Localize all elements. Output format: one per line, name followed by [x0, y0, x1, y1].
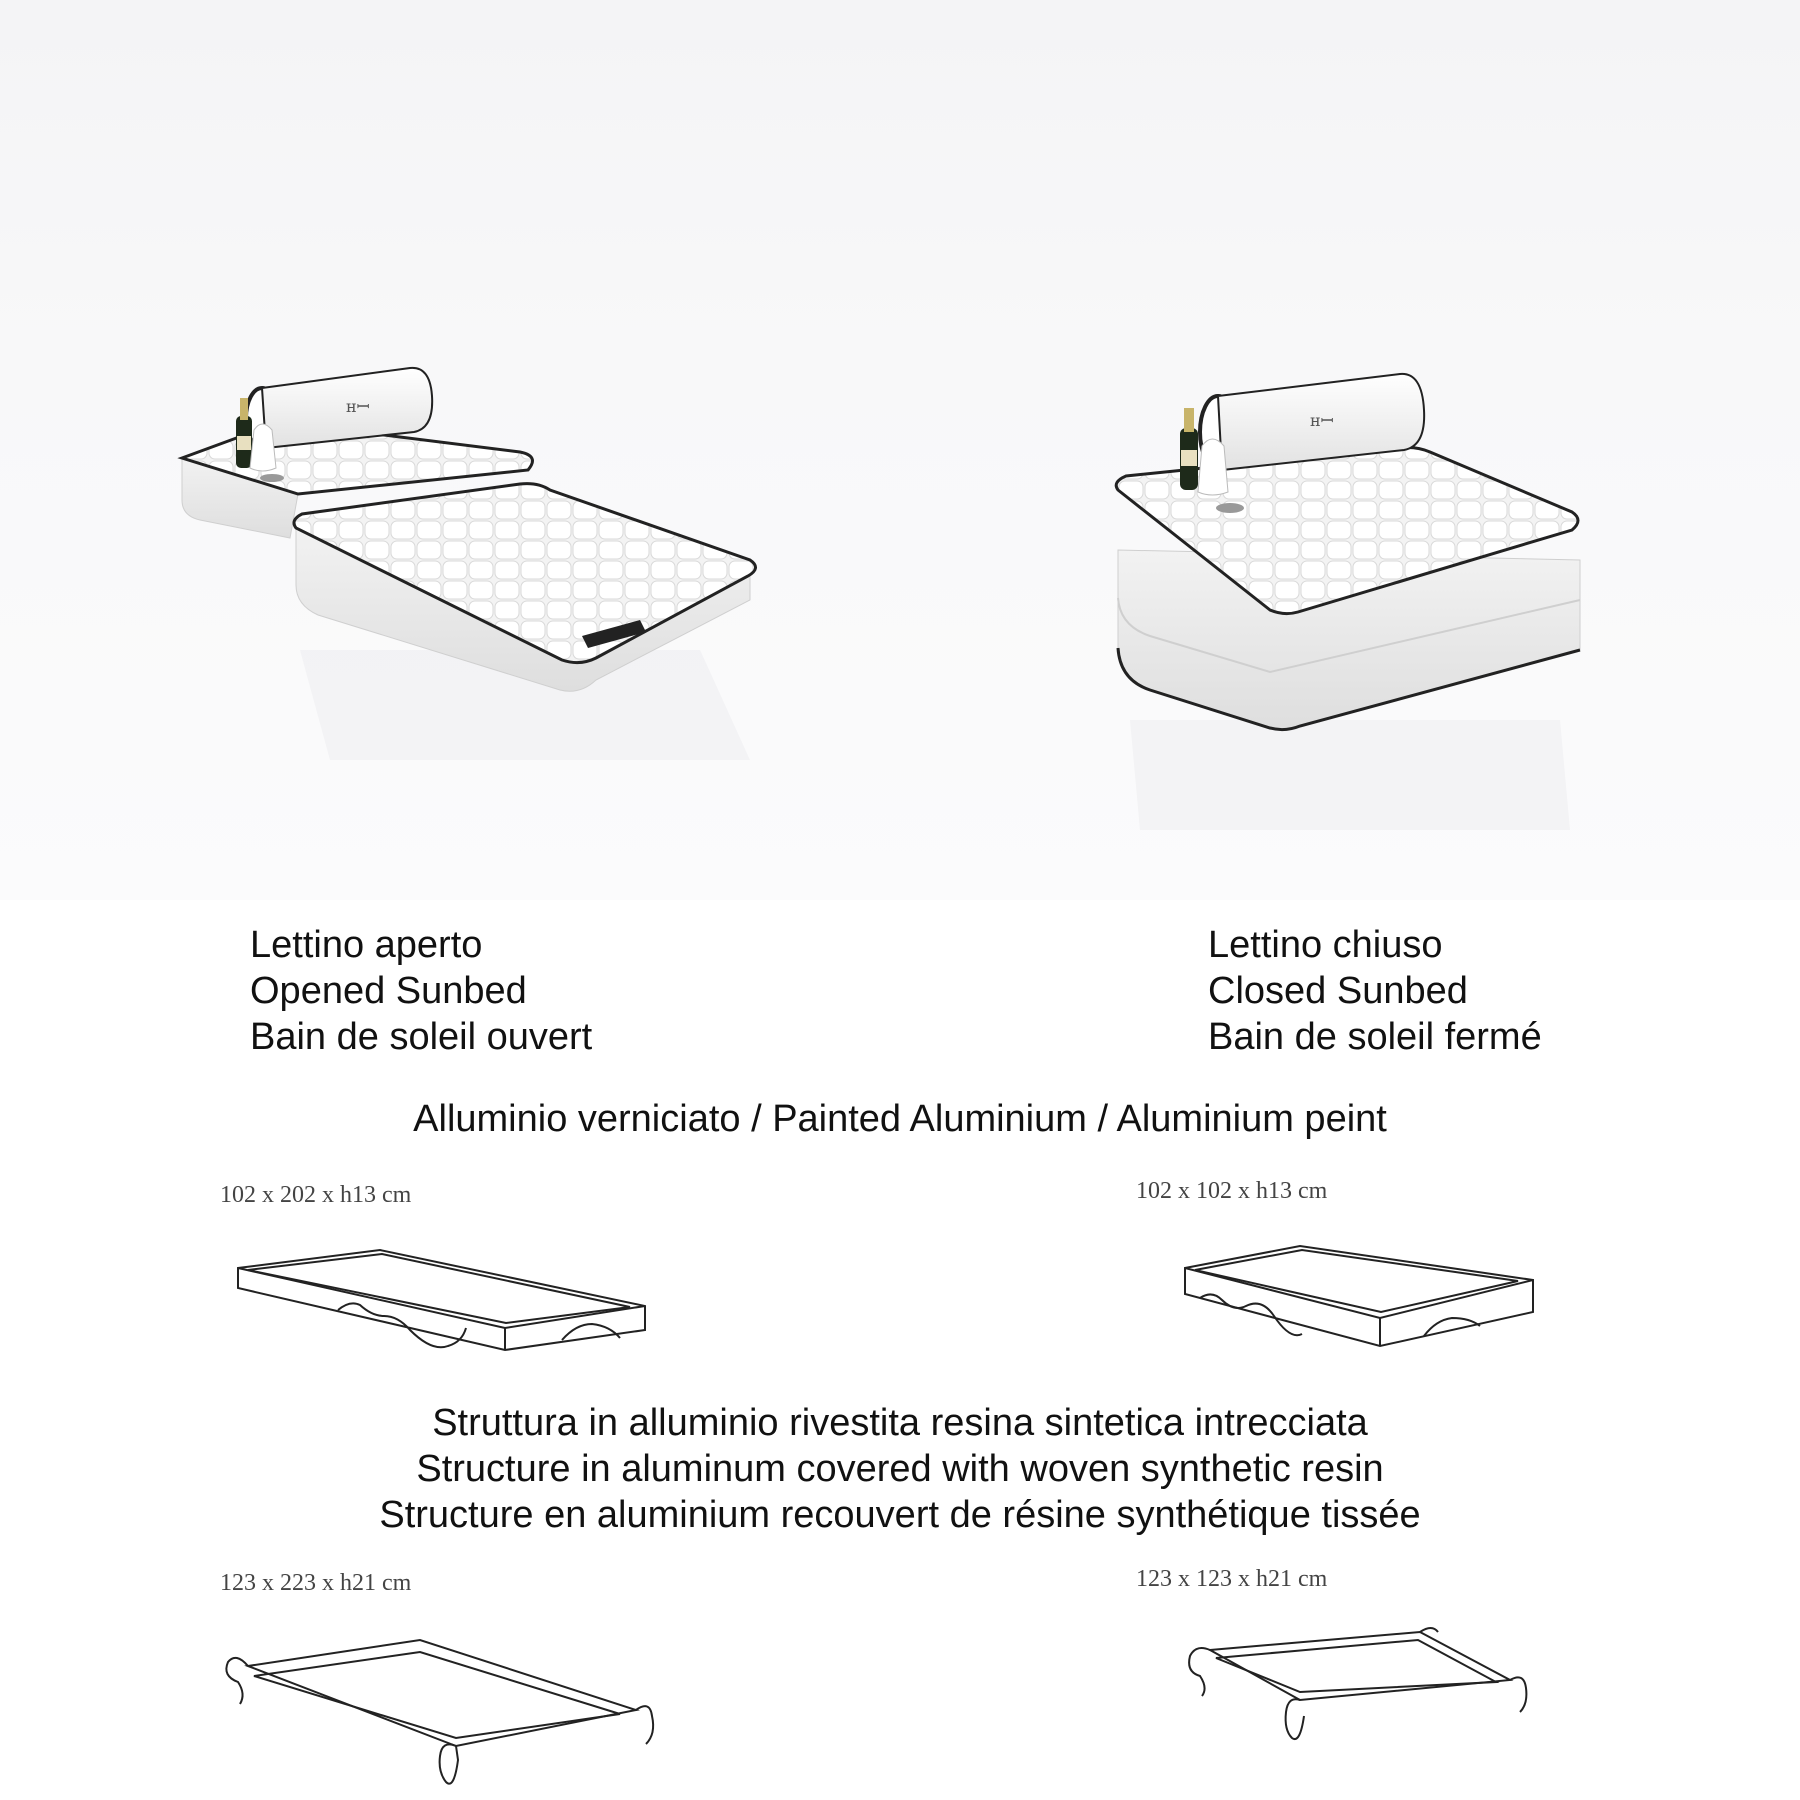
- resin-square-drawing: [1189, 1628, 1526, 1739]
- opened-caption-it: Lettino aperto: [250, 924, 483, 966]
- closed-caption-it: Lettino chiuso: [1208, 924, 1443, 966]
- closed-caption-fr: Bain de soleil fermé: [1208, 1016, 1542, 1058]
- dimension-resin-square: 123 x 123 x h21 cm: [1136, 1566, 1328, 1592]
- opened-caption-en: Opened Sunbed: [250, 970, 527, 1012]
- dimension-resin-long: 123 x 223 x h21 cm: [220, 1570, 412, 1596]
- material-resin-fr: Structure en aluminium recouvert de résine synthétique tissée: [379, 1494, 1421, 1536]
- material-resin-en: Structure in aluminum covered with woven synthetic resin: [416, 1448, 1384, 1490]
- svg-text:ʜꟷ: ʜꟷ: [346, 397, 370, 416]
- material-resin-it: Struttura in alluminio rivestita resina sintetica intrecciata: [432, 1402, 1368, 1444]
- dimension-aluminium-square: 102 x 102 x h13 cm: [1136, 1178, 1328, 1204]
- opened-caption-fr: Bain de soleil ouvert: [250, 1016, 593, 1058]
- resin-long-drawing: [226, 1640, 653, 1784]
- dimension-aluminium-long: 102 x 202 x h13 cm: [220, 1182, 412, 1208]
- svg-text:ʜꟷ: ʜꟷ: [1310, 411, 1334, 430]
- material-aluminium: Alluminio verniciato / Painted Aluminium / Aluminium peint: [413, 1098, 1387, 1140]
- closed-caption-en: Closed Sunbed: [1208, 970, 1468, 1012]
